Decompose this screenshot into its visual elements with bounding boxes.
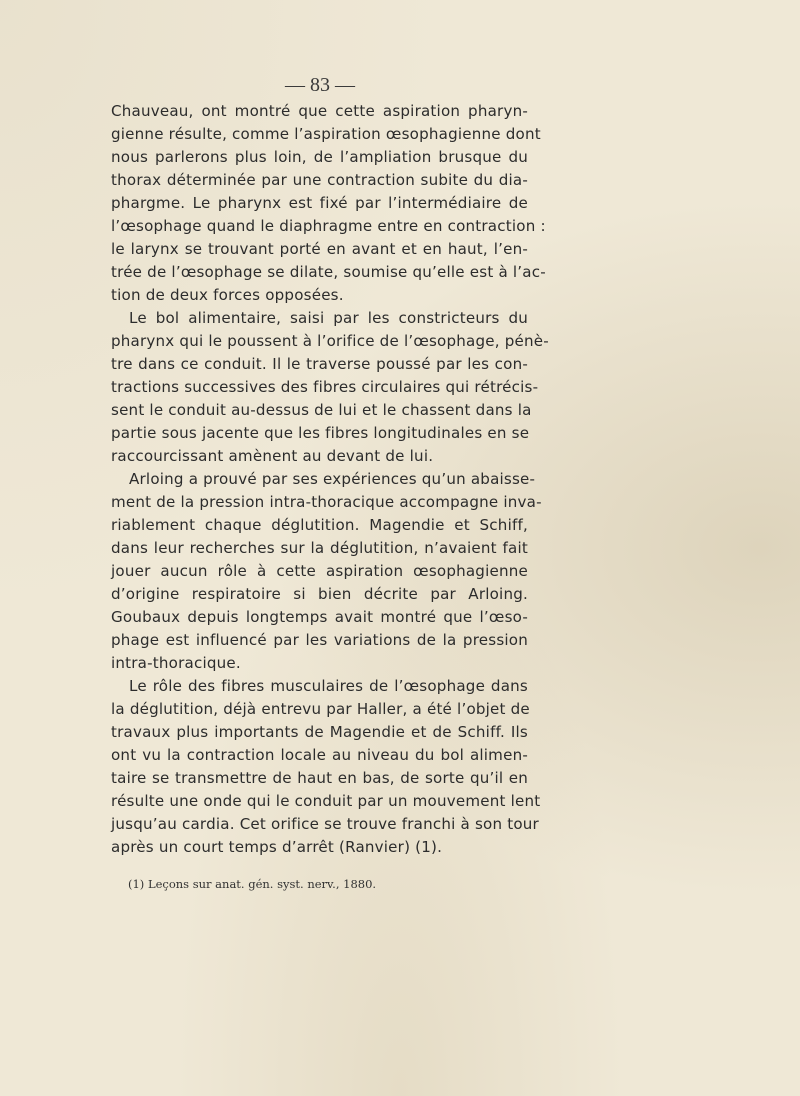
- text-line: tre dans ce conduit. Il le traverse poussé par les con-: [111, 355, 528, 373]
- text-line: sent le conduit au-dessus de lui et le chassent dans la: [111, 401, 532, 419]
- text-line: après un court temps d’arrêt (Ranvier) (1).: [111, 838, 443, 856]
- text-line: partie sous jacente que les fibres longitudinales en se: [111, 424, 530, 442]
- text-line: trée de l’œsophage se dilate, soumise qu’elle est à l’ac-: [111, 263, 546, 281]
- text-line: Le bol alimentaire, saisi par les constricteurs du: [129, 309, 528, 327]
- text-line: la déglutition, déjà entrevu par Haller, a été l’objet de: [111, 700, 530, 718]
- text-line: Chauveau, ont montré que cette aspiration pharyn-: [111, 102, 528, 120]
- text-line: tractions successives des fibres circulaires qui rétrécis-: [111, 378, 539, 396]
- text-line: tion de deux forces opposées.: [111, 286, 344, 304]
- text-line: Le rôle des fibres musculaires de l’œsophage dans: [129, 677, 528, 695]
- text-line: phage est influencé par les variations de la pression: [111, 631, 528, 649]
- text-line: nous parlerons plus loin, de l’ampliation brusque du: [111, 148, 528, 166]
- text-line: ment de la pression intra-thoracique accompagne inva-: [111, 493, 542, 511]
- text-line: thorax déterminée par une contraction subite du dia-: [111, 171, 528, 189]
- text-line: dans leur recherches sur la déglutition, n’avaient fait: [111, 539, 528, 557]
- text-line: le larynx se trouvant porté en avant et en haut, l’en-: [111, 240, 528, 258]
- text-line: jusqu’au cardia. Cet orifice se trouve franchi à son tour: [111, 815, 539, 833]
- footnote: (1) Leçons sur anat. gén. syst. nerv., 1880.: [128, 877, 377, 891]
- text-line: l’œsophage quand le diaphragme entre en contraction :: [111, 217, 546, 235]
- text-line: ont vu la contraction locale au niveau du bol alimen-: [111, 746, 528, 764]
- body-text: [111, 100, 549, 859]
- text-line: jouer aucun rôle à cette aspiration œsophagienne: [111, 562, 528, 580]
- text-line: d’origine respiratoire si bien décrite par Arloing.: [111, 585, 528, 603]
- text-line: Goubaux depuis longtemps avait montré que l’œso-: [111, 608, 528, 626]
- text-line: pharynx qui le poussent à l’orifice de l’œsophage, pénè-: [111, 332, 549, 350]
- text-line: gienne résulte, comme l’aspiration œsophagienne dont: [111, 125, 541, 143]
- text-line: intra-thoracique.: [111, 654, 241, 672]
- text-line: résulte une onde qui le conduit par un mouvement lent: [111, 792, 541, 810]
- text-line: Arloing a prouvé par ses expériences qu’un abaisse-: [129, 470, 536, 488]
- text-line: travaux plus importants de Magendie et de Schiff. Ils: [111, 723, 528, 741]
- text-line: taire se transmettre de haut en bas, de sorte qu’il en: [111, 769, 528, 787]
- text-line: raccourcissant amènent au devant de lui.: [111, 447, 434, 465]
- text-line: phargme. Le pharynx est fixé par l’intermédiaire de: [111, 194, 528, 212]
- page-number: — 83 —: [285, 74, 355, 96]
- text-line: riablement chaque déglutition. Magendie et Schiff,: [111, 516, 528, 534]
